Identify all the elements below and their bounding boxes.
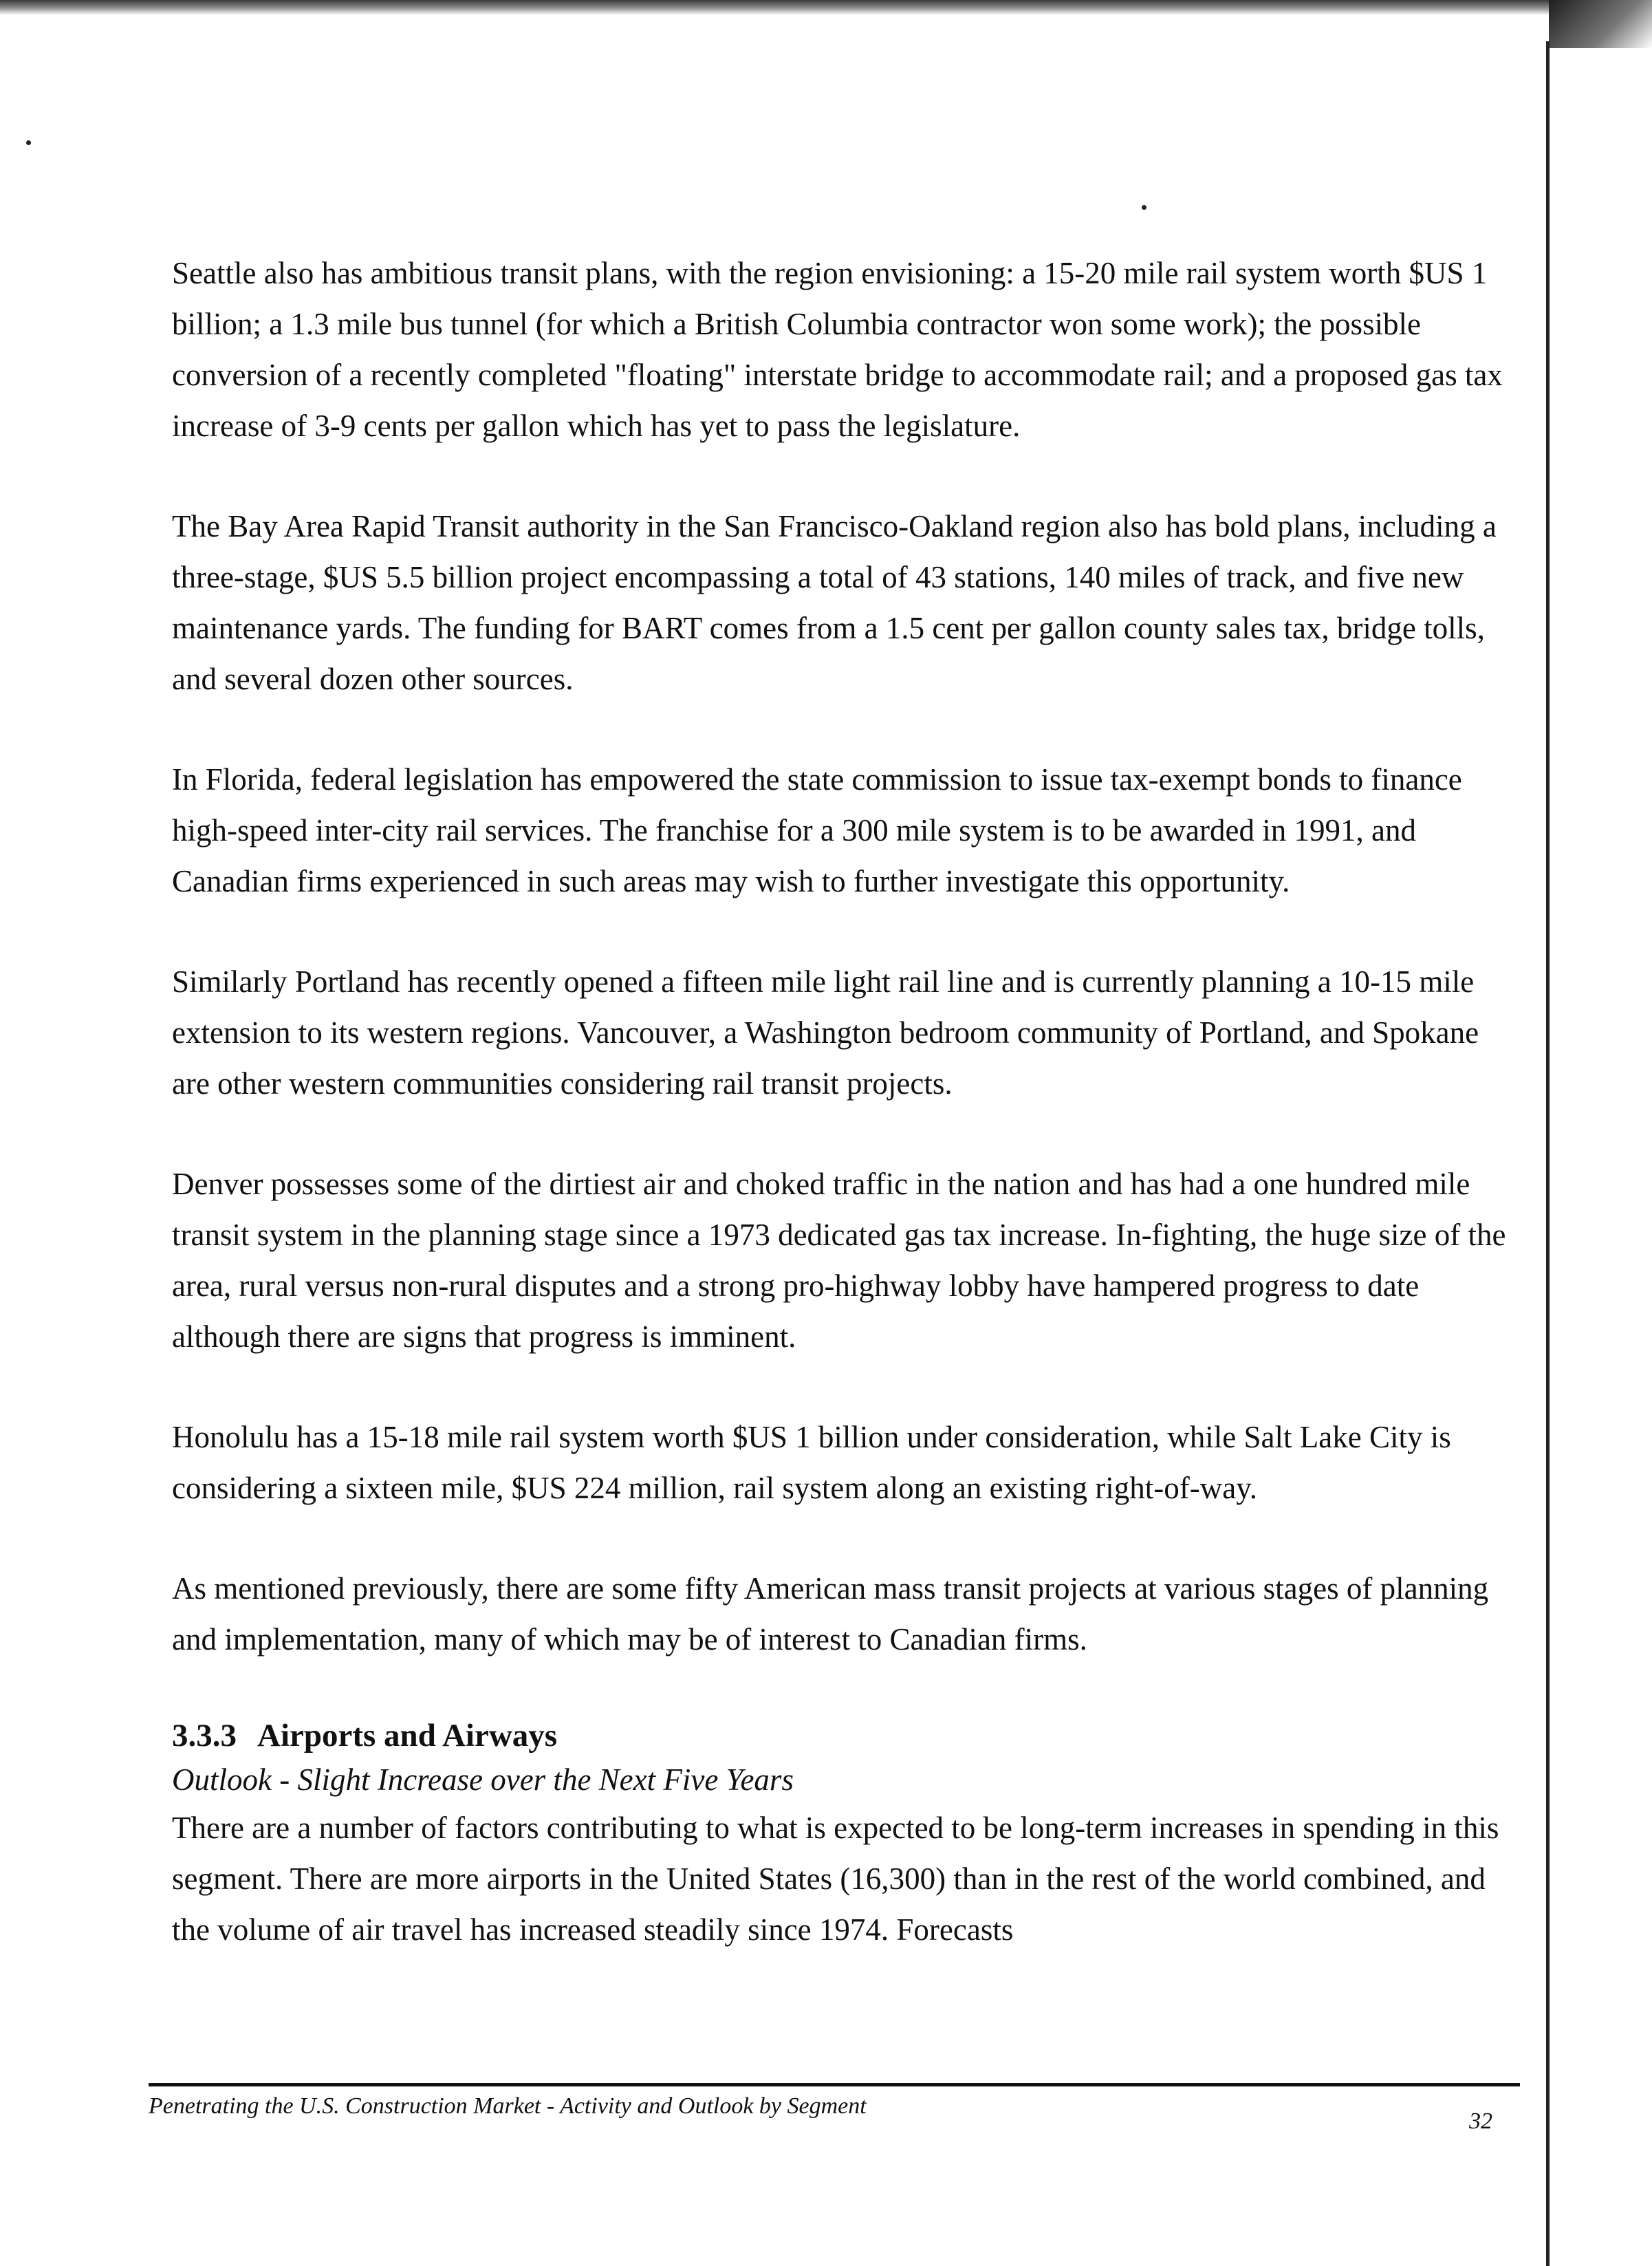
paragraph-honolulu: Honolulu has a 15-18 mile rail system worth $US 1 billion under consideration, while Salt Lake City is considering a sixteen mile, $US 224 million, rail system along an existing right-of-way.: [172, 1420, 1451, 1505]
footer-title: Penetrating the U.S. Construction Market - Activity and Outlook by Segment: [149, 2093, 867, 2119]
scan-corner-shadow: [1549, 0, 1652, 48]
page-footer: [149, 2083, 1520, 2135]
paragraph-denver: Denver possesses some of the dirtiest air and choked traffic in the nation and has had a one hundred mile transit system in the planning stage since a 1973 dedicated gas tax increase. In-fighting, the huge size of the area, rural versus non-rural disputes and a strong pro-highway lobby have hampered progress to date although there are signs that progress is imminent.: [172, 1167, 1506, 1354]
section-number: 3.3.3: [172, 1718, 237, 1754]
page-number: 32: [1469, 2108, 1492, 2134]
footer-rule: [149, 2083, 1520, 2086]
page-body: [172, 248, 1520, 1955]
scan-top-edge: [0, 0, 1652, 15]
section-body: There are a number of factors contributing to what is expected to be long-term increases in spending in this segment. There are more airports in the United States (16,300) than in the rest of the world combined, and the volume of air travel has increased steadily since 1974. Forecasts: [172, 1811, 1499, 1947]
scan-speck: [26, 140, 31, 145]
paragraph-portland: Similarly Portland has recently opened a fifteen mile light rail line and is currently planning a 10-15 mile extension to its western regions. Vancouver, a Washington bedroom community of Portland, and Spokane are other western communities considering rail transit projects.: [172, 964, 1479, 1101]
section-airports: [172, 1714, 1520, 1955]
scan-right-margin-line: [1546, 41, 1550, 2266]
paragraph-bart: The Bay Area Rapid Transit authority in the San Francisco-Oakland region also has bold plans, including a three-stage, $US 5.5 billion project encompassing a total of 43 stations, 140 miles of track, and five new maintenance yards. The funding for BART comes from a 1.5 cent per gallon county sales tax, bridge tolls, and several dozen other sources.: [172, 509, 1497, 696]
section-title: Airports and Airways: [257, 1718, 558, 1754]
section-outlook: Outlook - Slight Increase over the Next Five Years: [172, 1762, 794, 1797]
scan-speck: [1142, 205, 1146, 210]
paragraph-summary: As mentioned previously, there are some fifty American mass transit projects at various stages of planning and implementation, many of which may be of interest to Canadian firms.: [172, 1571, 1489, 1657]
section-heading: [172, 1714, 1520, 1757]
paragraph-seattle: Seattle also has ambitious transit plans, with the region envisioning: a 15-20 mile rail system worth $US 1 billion; a 1.3 mile bus tunnel (for which a British Columbia contractor won some work); the possible conversion of a recently completed "floating" interstate bridge to accommodate rail; and a proposed gas tax increase of 3-9 cents per gallon which has yet to pass the legislature.: [172, 256, 1503, 443]
footer-row: [149, 2093, 1520, 2135]
paragraph-florida: In Florida, federal legislation has empowered the state commission to issue tax-exempt bonds to finance high-speed inter-city rail services. The franchise for a 300 mile system is to be awarded in 1991, and Canadian firms experienced in such areas may wish to further investigate this opportunity.: [172, 762, 1462, 898]
